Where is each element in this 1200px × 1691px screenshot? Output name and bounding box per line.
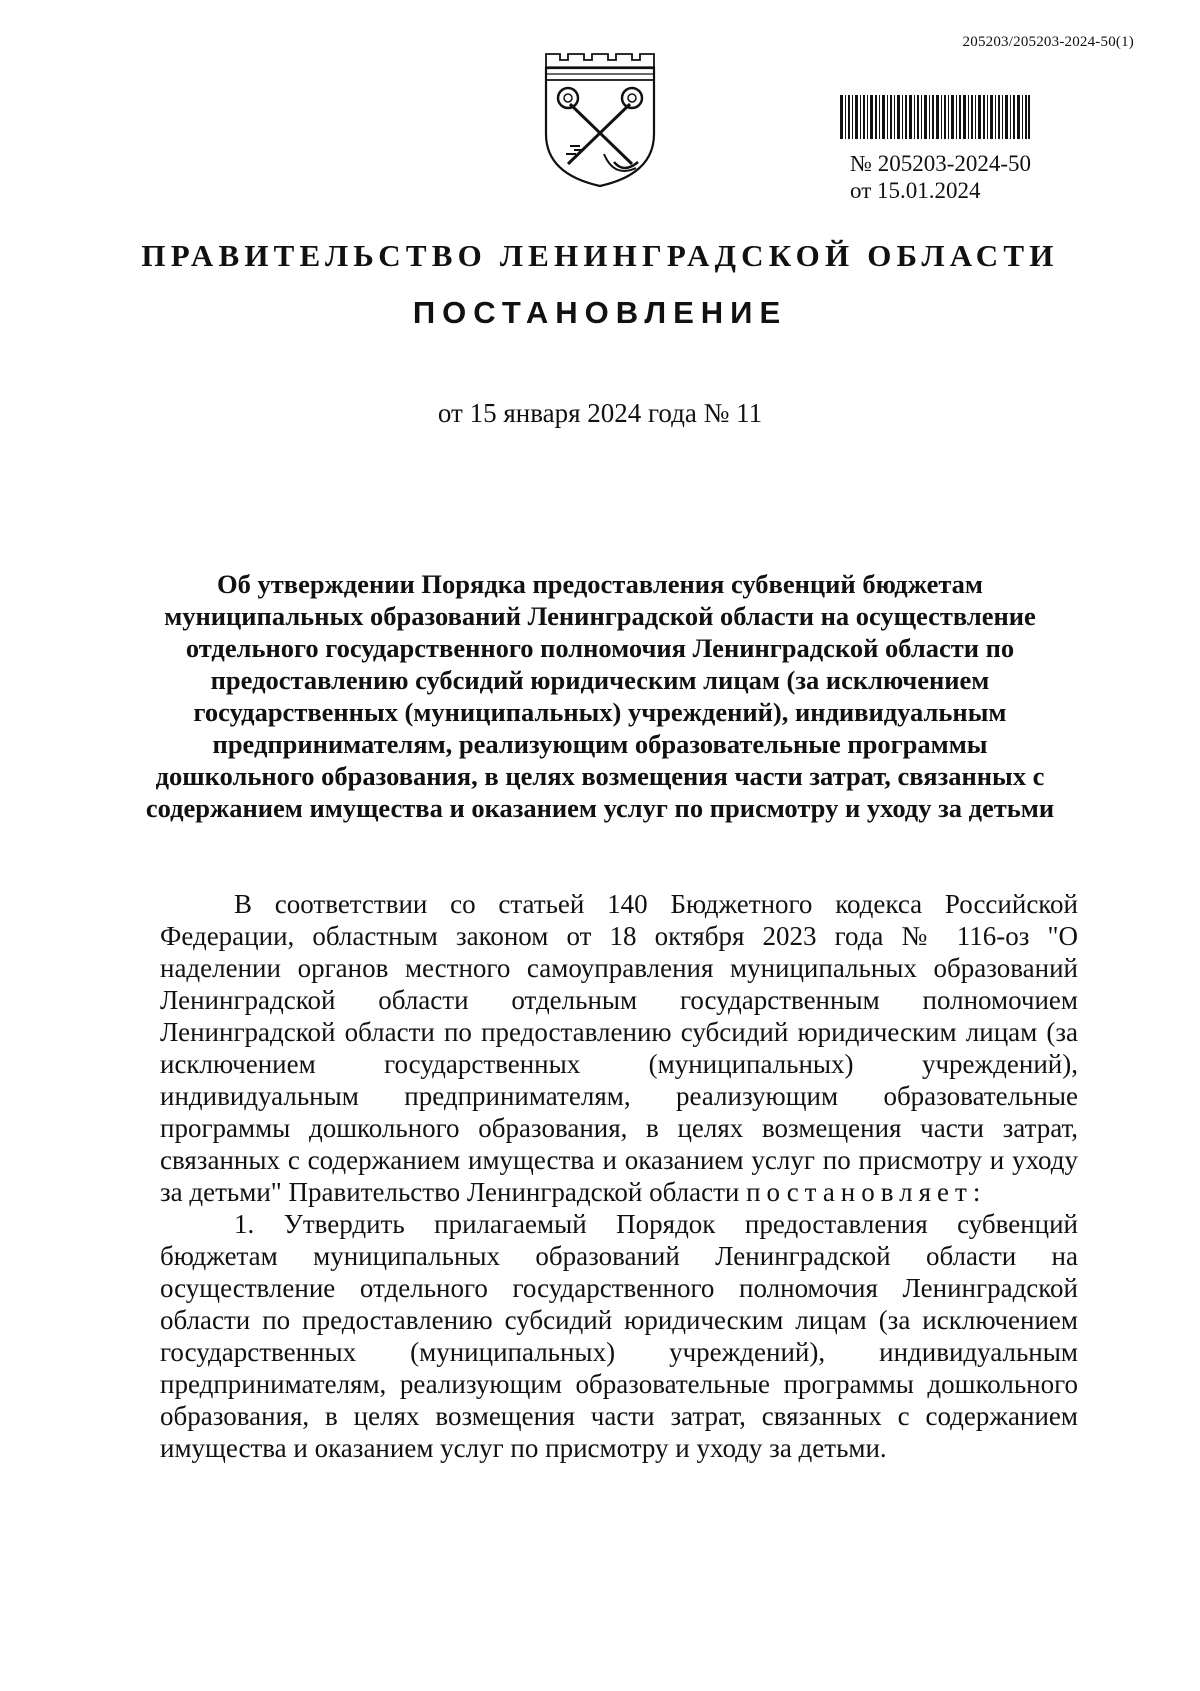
registration-block bbox=[850, 150, 1031, 204]
paragraph-preamble bbox=[160, 888, 1078, 1208]
document-date-line: от 15 января 2024 года № 11 bbox=[437, 398, 763, 428]
document-type: ПОСТАНОВЛЕНИЕ bbox=[412, 295, 788, 330]
document-code: 205203/205203-2024-50(1) bbox=[962, 34, 1134, 50]
barcode-icon bbox=[840, 95, 1030, 139]
decree-word: постановляет: bbox=[746, 1177, 987, 1207]
document-subject: Об утверждении Порядка предоставления субвенций бюджетам муниципальных образований Ленинградской области на осуществление отдельного государственного полномочия Ленинградской области по предоставлению субсидий юридическим лицам (за исключением государственных (муниципальных) учреждений), индивидуальным предпринимателям, реализующим образовательные программы дошкольного образования, в целях возмещения части затрат, связанных с содержанием имущества и оказанием услуг по присмотру и уходу за детьми bbox=[145, 569, 1055, 823]
government-title: ПРАВИТЕЛЬСТВО ЛЕНИНГРАДСКОЙ ОБЛАСТИ bbox=[141, 238, 1059, 273]
preamble-text: В соответствии со статьей 140 Бюджетного кодекса Российской Федерации, областным законом от 18 октября 2023 года № 116-оз "О наделении органов местного самоуправления муниципальных образований Ленинградской области отдельным государственным полномочием Ленинградской области по предоставлению субсидий юридическим лицам (за исключением государственных (муниципальных) учреждений), индивидуальным предпринимателям, реализующим образовательные программы дошкольного образования, в целях возмещения части затрат, связанных с содержанием имущества и оказанием услуг по присмотру и уходу за детьми" Правительство Ленинградской области bbox=[160, 889, 1078, 1207]
registration-number: № 205203-2024-50 bbox=[850, 151, 1032, 176]
leningrad-oblast-coat-of-arms-icon bbox=[540, 50, 660, 190]
document-body bbox=[160, 888, 1078, 1464]
paragraph-item-1: 1. Утвердить прилагаемый Порядок предоставления субвенций бюджетам муниципальных образований Ленинградской области на осуществление отдельного государственного полномочия Ленинградской области по предоставлению субсидий юридическим лицам (за исключением государственных (муниципальных) учреждений), индивидуальным предпринимателям, реализующим образовательные программы дошкольного образования, в целях возмещения части затрат, связанных с содержанием имущества и оказанием услуг по присмотру и уходу за детьми. bbox=[160, 1209, 1078, 1463]
registration-date: от 15.01.2024 bbox=[850, 178, 981, 203]
